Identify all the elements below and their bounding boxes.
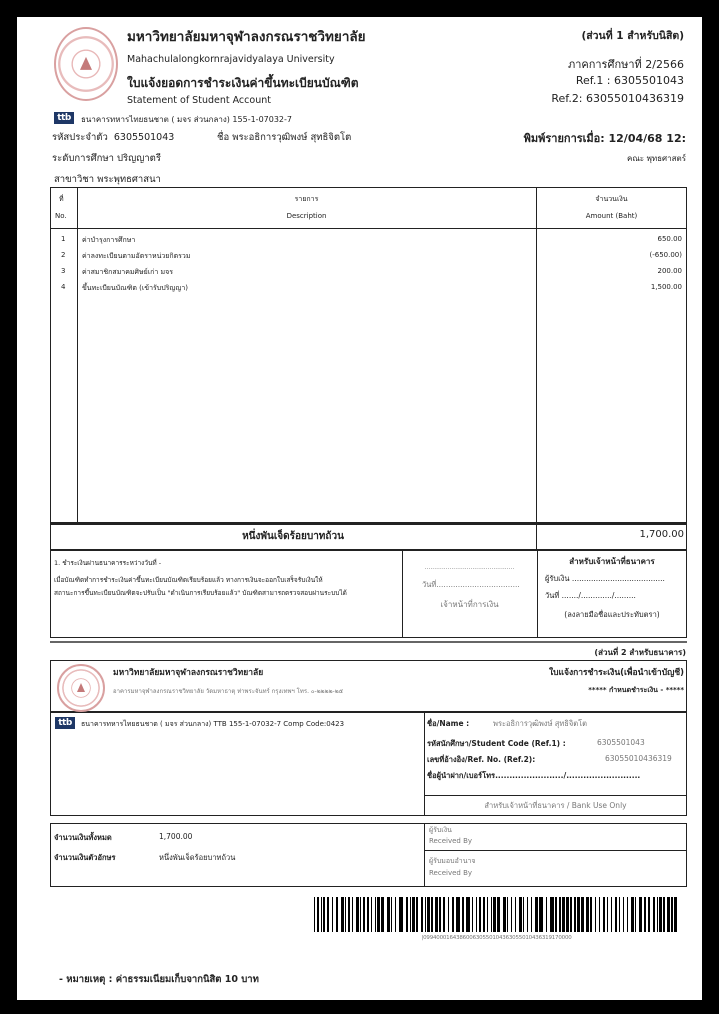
row-description: ค่าบำรุงการศึกษา	[82, 236, 136, 244]
student-name-value: พระอธิการวุฒิพงษ์ สุทธิจิตโต	[232, 132, 352, 143]
bank-officer-title: สำหรับเจ้าหน้าที่ธนาคาร	[569, 557, 655, 566]
barcode-text: |099400016438600630550104363055010436319170000	[421, 935, 572, 941]
bank-account-line: ธนาคารทหารไทยธนชาต ( มจร ส่วนกลาง) 155-1-07032-7	[81, 115, 292, 124]
bank-signature-label: (ลงลายมือชื่อและประทับตรา)	[564, 610, 660, 619]
row-amount: (-650.00)	[649, 251, 682, 259]
total-amount: 1,700.00	[639, 529, 684, 540]
document-title-th: ใบแจ้งยอดการชำระเงินค่าขึ้นทะเบียนบัณฑิต	[127, 76, 359, 90]
payer-name-label: ชื่อ/Name :	[427, 719, 470, 728]
received-by-th: ผู้รับเงิน	[429, 826, 452, 834]
row-amount: 200.00	[657, 267, 682, 275]
bank-use-only-label: สำหรับเจ้าหน้าที่ธนาคาร / Bank Use Only	[484, 801, 627, 810]
semester	[568, 55, 684, 73]
header-desc-en: Description	[286, 212, 327, 220]
finance-officer-label: เจ้าหน้าที่การเงิน	[440, 600, 499, 609]
student-id-value: 6305501043	[113, 132, 175, 143]
payer-name-value: พระอธิการวุฒิพงษ์ สุทธิจิตโต	[493, 719, 588, 728]
row-description: ค่าลงทะเบียนตามอัตราหน่วยกิตรวม	[82, 252, 191, 260]
row-no: 3	[61, 267, 66, 275]
student-id	[52, 130, 174, 145]
row-no: 2	[61, 251, 66, 259]
semester-value: 2/2566	[645, 58, 684, 71]
university-name-en: Mahachulalongkornrajavidyalaya University	[127, 54, 335, 65]
bank-receiver-line: ผู้รับเงิน .......................................	[545, 574, 665, 583]
student-code-label: รหัสนักศึกษา/Student Code (Ref.1) :	[427, 739, 566, 748]
row-description: ค่าสมาชิกสมาคมศิษย์เก่า มจร	[82, 268, 173, 276]
ref2: Ref.2: 63055010436319	[551, 92, 684, 105]
major-value: พระพุทธศาสนา	[97, 174, 161, 185]
university-seal-small-icon	[57, 664, 105, 712]
part2-address: อาคารมหาจุฬาลงกรณราชวิทยาลัย วัดมหาธาตุ ท่าพระจันทร์ กรุงเทพฯ โทร. ๐-๒๒๒๒-๒๕	[113, 688, 344, 695]
finance-signature-line: ...............................................	[424, 564, 515, 571]
amount-words-label: จำนวนเงินตัวอักษร	[54, 853, 116, 862]
payment-period-note: 1. ชำระเงินผ่านธนาคารระหว่างวันที่ -	[54, 559, 162, 567]
row-no: 1	[61, 235, 66, 243]
row-amount: 1,500.00	[650, 283, 682, 291]
ttb-logo-small-icon: ttb	[55, 717, 75, 729]
header-desc-th: รายการ	[294, 195, 319, 203]
header-amount-th: จำนวนเงิน	[595, 195, 628, 203]
finance-date: วันที่...................................	[422, 580, 520, 589]
payment-note-line2: เมื่อบัณฑิตทำการชำระเงินค่าขึ้นทะเบียนบัณฑิตเรียบร้อยแล้ว ทางการเงินจะออกใบเสร็จรับเงินให้	[54, 576, 323, 584]
payment-due: ***** กำหนดชำระเงิน - *****	[588, 686, 684, 694]
university-seal-icon	[54, 27, 118, 101]
payment-barcode	[314, 897, 679, 932]
major	[54, 172, 161, 187]
header-amount-en: Amount (Baht)	[585, 212, 638, 220]
authorized-by-th: ผู้รับมอบอำนาจ	[429, 857, 476, 865]
document-title-en: Statement of Student Account	[127, 95, 271, 106]
student-code-value: 6305501043	[597, 738, 645, 747]
education-level	[52, 151, 161, 166]
fee-remark: - หมายเหตุ : ค่าธรรมเนียมเก็บจากนิสิต 10 บาท	[59, 974, 259, 985]
part2-bank-line: ธนาคารทหารไทยธนชาต ( มจร ส่วนกลาง) TTB 155-1-07032-7 Comp Code:0423	[81, 720, 345, 728]
education-level-label: ระดับการศึกษา	[52, 153, 114, 164]
university-name-th: มหาวิทยาลัยมหาจุฬาลงกรณราชวิทยาลัย	[127, 29, 366, 45]
authorized-by-en: Received By	[429, 869, 473, 877]
student-name-label: ชื่อ	[217, 132, 230, 143]
section-divider	[50, 641, 687, 643]
amount-words-value: หนึ่งพันเจ็ดร้อยบาทถ้วน	[159, 853, 236, 862]
ref-no-label: เลขที่อ้างอิง/Ref. No. (Ref.2):	[427, 755, 536, 764]
row-amount: 650.00	[657, 235, 682, 243]
print-time: พิมพ์รายการเมื่อ: 12/04/68 12:	[523, 132, 686, 145]
part2-university-name: มหาวิทยาลัยมหาจุฬาลงกรณราชวิทยาลัย	[113, 668, 264, 678]
row-description: ขึ้นทะเบียนบัณฑิต (เข้ารับปริญญา)	[82, 284, 189, 292]
amount-box	[50, 823, 687, 887]
ref1: Ref.1 : 6305501043	[575, 74, 684, 87]
major-label: สาขาวิชา	[54, 174, 95, 185]
statement-page	[17, 17, 702, 1000]
header-no-th: ที่	[59, 195, 64, 203]
faculty: คณะ พุทธศาสตร์	[627, 154, 686, 163]
ttb-logo-icon: ttb	[54, 112, 74, 124]
depositor-field[interactable]: ชื่อผู้นำฝาก/เบอร์โทร......................../..........................	[427, 771, 641, 780]
student-id-label: รหัสประจำตัว	[52, 132, 108, 143]
row-no: 4	[61, 283, 66, 291]
total-amount-value: 1,700.00	[159, 832, 193, 841]
part1-label: (ส่วนที่ 1 สำหรับนิสิต)	[581, 30, 684, 42]
ref-no-value: 63055010436319	[605, 754, 672, 763]
received-by-en: Received By	[429, 837, 473, 845]
header-no-en: No.	[55, 212, 67, 220]
part2-label: (ส่วนที่ 2 สำหรับธนาคาร)	[594, 648, 686, 657]
payment-slip-title: ใบแจ้งการชำระเงิน(เพื่อนำเข้าบัญชี)	[548, 668, 684, 678]
bank-date-line: วันที่ ......./............./.........	[545, 591, 636, 600]
student-name	[217, 130, 351, 145]
total-amount-label: จำนวนเงินทั้งหมด	[54, 833, 112, 842]
items-table	[50, 187, 687, 523]
total-words: หนึ่งพันเจ็ดร้อยบาทถ้วน	[242, 531, 344, 542]
education-level-value: ปริญญาตรี	[117, 153, 161, 164]
semester-label: ภาคการศึกษาที่	[567, 58, 642, 71]
payment-note-line3: สถานะการขึ้นทะเบียนบัณฑิตจะปรับเป็น "ดำเนินการเรียบร้อยแล้ว" บัณฑิตสามารถตรวจสอบผ่านระบบได้	[54, 589, 347, 597]
